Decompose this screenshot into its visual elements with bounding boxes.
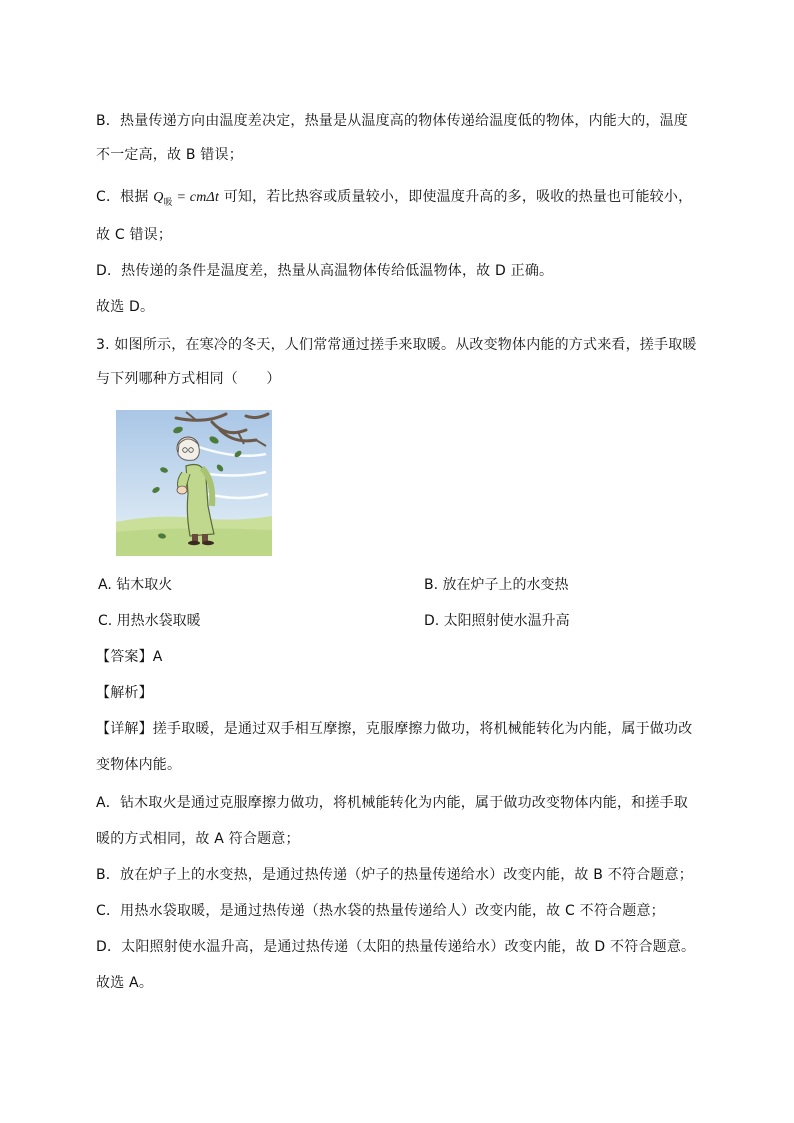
detail-line-1: 【详解】搓手取暖，是通过双手相互摩擦，克服摩擦力做功，将机械能转化为内能，属于做功改 (96, 721, 693, 737)
formula-rhs: = cmΔt (172, 190, 220, 205)
formula-q: Q (153, 190, 164, 205)
final-choice: 故选 A。 (96, 975, 154, 991)
part-c-line-1 (96, 188, 692, 212)
explain-b: B．放在炉子上的水变热，是通过热传递（炉子的热量传递给水）改变内能，故 B 不符合题意； (96, 867, 693, 883)
option-d[interactable]: D. 太阳照射使水温升高 (424, 613, 570, 629)
explain-a-line-1: A．钻木取火是通过克服摩擦力做功，将机械能转化为内能，属于做功改变物体内能，和搓手取 (96, 795, 688, 811)
question-line-1: 3. 如图所示，在寒冷的冬天，人们常常通过搓手来取暖。从改变物体内能的方式来看，搓手取暖 (96, 337, 697, 353)
explain-c: C．用热水袋取暖，是通过热传递（热水袋的热量传递给人）改变内能，故 C 不符合题意； (96, 903, 665, 919)
part-c-line-2: 故 C 错误； (96, 227, 173, 243)
option-a[interactable]: A. 钻木取火 (98, 577, 173, 593)
part-d-line-1: D．热传递的条件是温度差，热量从高温物体传给低温物体，故 D 正确。 (96, 263, 554, 279)
part-c-prefix: C．根据 (96, 189, 149, 205)
part-b-line-1: B．热量传递方向由温度差决定，热量是从温度高的物体传递给温度低的物体，内能大的，温度 (96, 113, 689, 129)
explain-d: D．太阳照射使水温升高，是通过热传递（太阳的热量传递给水）改变内能，故 D 不符合题意。 (96, 939, 696, 955)
answer: 【答案】A (96, 649, 163, 665)
person-rubbing-hands-in-wind-illustration (116, 410, 272, 556)
option-b[interactable]: B. 放在炉子上的水变热 (424, 577, 569, 593)
prev-choice: 故选 D。 (96, 299, 155, 315)
formula-subscript: 吸 (163, 197, 173, 208)
analysis-title: 【解析】 (96, 685, 153, 701)
formula (153, 190, 220, 208)
option-c[interactable]: C. 用热水袋取暖 (98, 613, 201, 629)
part-b-line-2: 不一定高，故 B 错误； (96, 147, 243, 163)
part-c-suffix: 可知，若比热容或质量较小，即使温度升高的多，吸收的热量也可能较小， (223, 189, 693, 205)
question-line-2: 与下列哪种方式相同（ ） (96, 371, 281, 387)
explain-a-line-2: 暖的方式相同，故 A 符合题意； (96, 831, 300, 847)
detail-line-2: 变物体内能。 (96, 757, 182, 773)
